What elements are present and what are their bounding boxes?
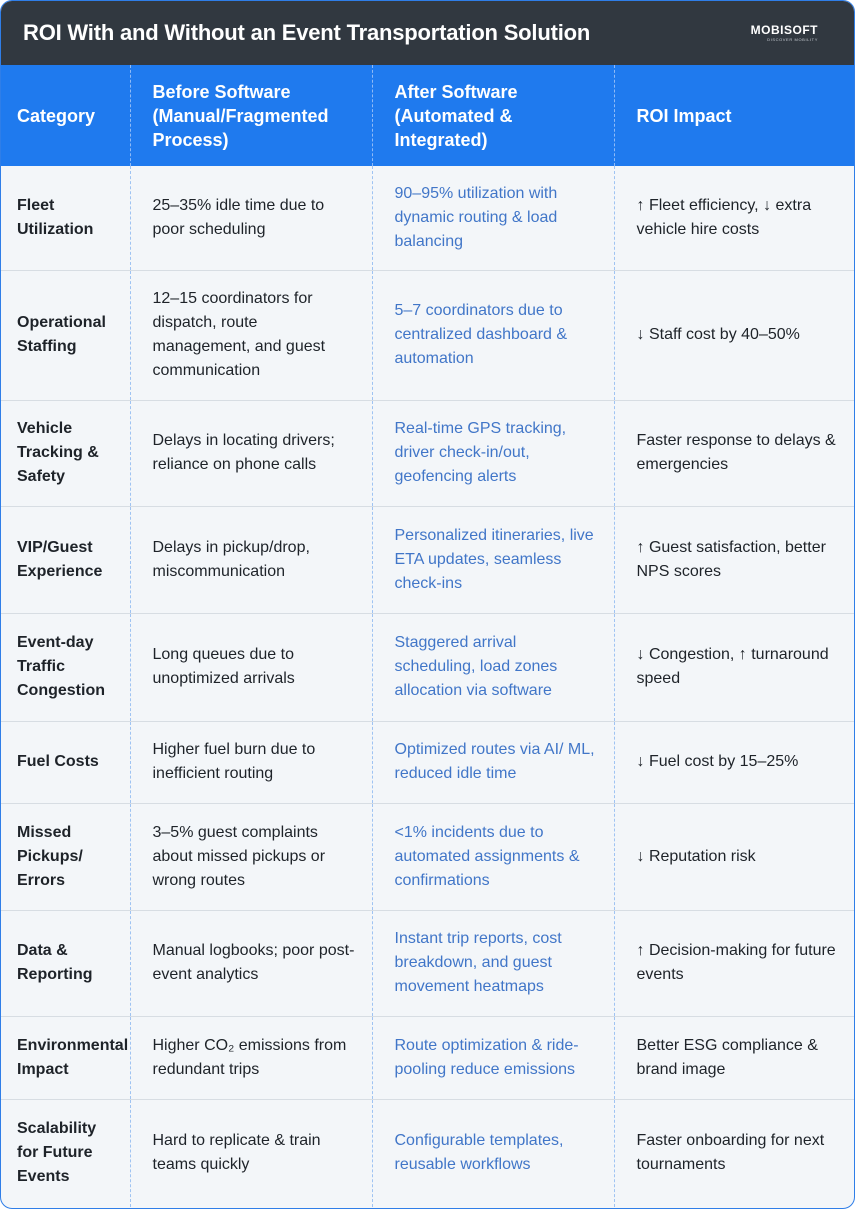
category-cell: Event-day Traffic Congestion [1, 613, 130, 721]
category-cell: Operational Staffing [1, 270, 130, 400]
category-cell: Vehicle Tracking & Safety [1, 400, 130, 506]
page-title: ROI With and Without an Event Transportation Solution [23, 20, 591, 45]
header-category: Category [1, 65, 130, 166]
table-row [1, 803, 854, 910]
impact-cell: ↓ Congestion, ↑ turnaround speed [614, 613, 854, 721]
after-cell: Personalized itineraries, live ETA updates, seamless check-ins [372, 506, 614, 613]
title-bar [1, 1, 854, 65]
impact-cell: ↓ Reputation risk [614, 803, 854, 910]
category-cell: Fleet Utilization [17, 196, 94, 238]
after-cell: Instant trip reports, cost breakdown, and guest movement heatmaps [372, 910, 614, 1016]
table-row [1, 166, 854, 270]
table-row [1, 613, 854, 721]
logo-tagline: DISCOVER MOBILITY [767, 37, 818, 42]
impact-cell: ↑ Fleet efficiency, ↓ extra vehicle hire costs [614, 166, 854, 270]
table-row [1, 1016, 854, 1099]
before-cell: Hard to replicate & train teams quickly [130, 1099, 372, 1207]
impact-cell: ↑ Decision-making for future events [614, 910, 854, 1016]
after-cell: Staggered arrival scheduling, load zones allocation via software [372, 613, 614, 721]
before-cell: Delays in pickup/drop, miscommunication [130, 506, 372, 613]
before-cell: Higher fuel burn due to inefficient routing [130, 721, 372, 803]
impact-cell: Faster response to delays & emergencies [614, 400, 854, 506]
before-cell: Delays in locating drivers; reliance on phone calls [130, 400, 372, 506]
impact-cell: ↓ Staff cost by 40–50% [614, 270, 854, 400]
header-before: Before Software (Manual/Fragmented Process) [130, 65, 372, 166]
category-cell: Missed Pickups/ Errors [1, 803, 130, 910]
header-impact: ROI Impact [614, 65, 854, 166]
after-cell: Optimized routes via AI/ ML, reduced idle time [372, 721, 614, 803]
category-cell: Fuel Costs [1, 721, 130, 803]
impact-cell: Faster onboarding for next tournaments [614, 1099, 854, 1207]
after-cell: Real-time GPS tracking, driver check-in/out, geofencing alerts [372, 400, 614, 506]
after-cell: 90–95% utilization with dynamic routing & load balancing [372, 166, 614, 270]
after-cell: 5–7 coordinators due to centralized dashboard & automation [372, 270, 614, 400]
category-cell: Environmental Impact [1, 1016, 130, 1099]
after-cell: Route optimization & ride-pooling reduce emissions [372, 1016, 614, 1099]
logo [751, 24, 818, 42]
table-row [1, 270, 854, 400]
category-cell: Scalability for Future Events [1, 1099, 130, 1207]
before-cell: 25–35% idle time due to poor scheduling [130, 166, 372, 270]
before-cell: Long queues due to unoptimized arrivals [130, 613, 372, 721]
table-header-row [1, 65, 854, 166]
table-row [1, 721, 854, 803]
before-cell: Higher CO₂ emissions from redundant trips [130, 1016, 372, 1099]
table-row [1, 910, 854, 1016]
after-cell: Configurable templates, reusable workflows [372, 1099, 614, 1207]
impact-cell: Better ESG compliance & brand image [614, 1016, 854, 1099]
impact-cell: ↑ Guest satisfaction, better NPS scores [614, 506, 854, 613]
category-cell: VIP/Guest Experience [1, 506, 130, 613]
table-row [1, 1099, 854, 1207]
table-row [1, 400, 854, 506]
logo-brand: MOBISOFT [750, 23, 818, 37]
impact-cell: ↓ Fuel cost by 15–25% [614, 721, 854, 803]
after-cell: <1% incidents due to automated assignments & confirmations [372, 803, 614, 910]
before-cell: Manual logbooks; poor post-event analytics [130, 910, 372, 1016]
header-after: After Software (Automated & Integrated) [372, 65, 614, 166]
category-cell: Data & Reporting [1, 910, 130, 1016]
before-cell: 12–15 coordinators for dispatch, route management, and guest communication [130, 270, 372, 400]
roi-table [1, 65, 854, 1207]
before-cell: 3–5% guest complaints about missed pickups or wrong routes [130, 803, 372, 910]
table-row [1, 506, 854, 613]
